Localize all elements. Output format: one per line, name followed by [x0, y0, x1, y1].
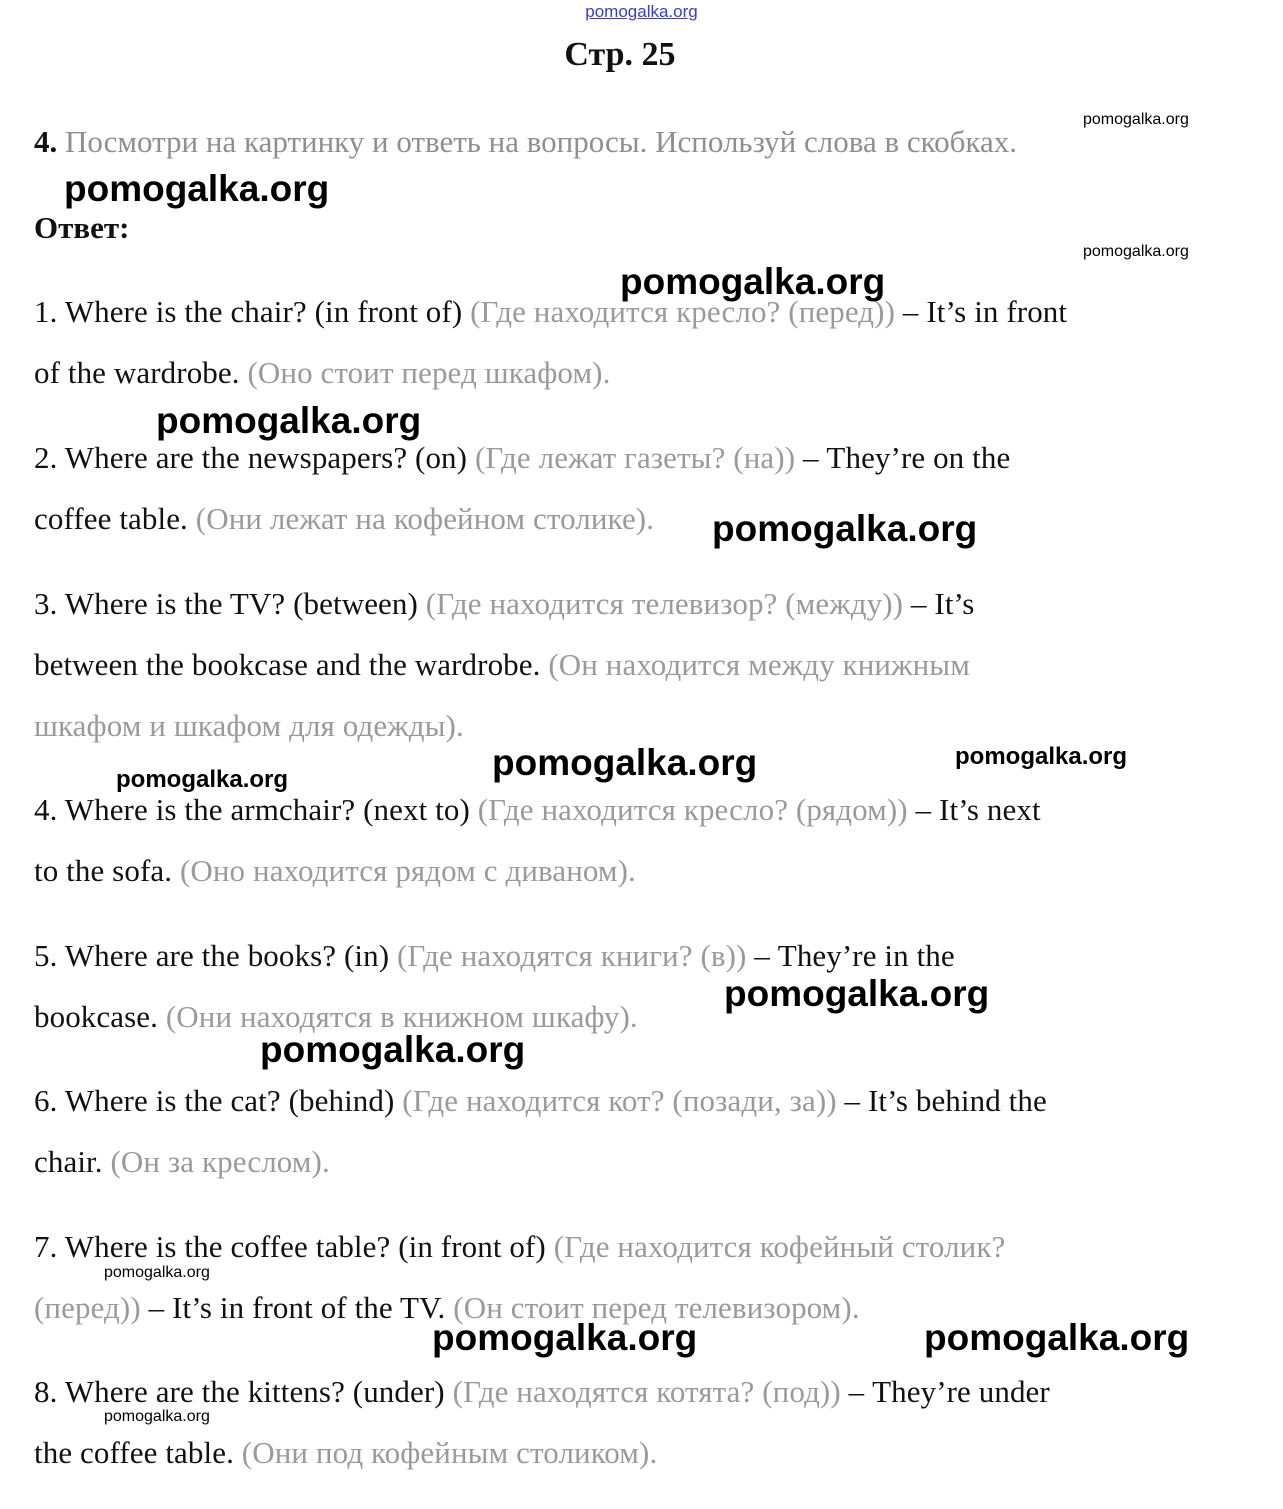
watermark: pomogalka.org	[64, 168, 330, 209]
answer-8-answer-translation: (Они под кофейным столиком).	[241, 1435, 658, 1470]
answer-6-line-1	[34, 1083, 1047, 1119]
answer-1-translation: (Где находится кресло? (перед))	[470, 294, 896, 329]
answer-8-answer-cont: the coffee table.	[34, 1435, 234, 1470]
answer-5-translation: (Где находятся книги? (в))	[397, 938, 747, 973]
answer-3-answer-translation: (Он находится между книжным	[548, 647, 970, 682]
answer-3-line-1	[34, 586, 974, 622]
watermark: pomogalka.org	[260, 1029, 526, 1070]
answer-7-answer: – It’s in front of the TV.	[148, 1290, 446, 1325]
answer-3-answer-translation-cont: шкафом и шкафом для одежды).	[34, 708, 464, 743]
answer-7-translation: (Где находится кофейный столик?	[553, 1229, 1006, 1264]
answer-5-line-1	[34, 938, 955, 974]
answer-1-answer-cont: of the wardrobe.	[34, 355, 240, 390]
answer-3-translation: (Где находится телевизор? (между))	[425, 586, 904, 621]
answer-3-line-3	[34, 708, 464, 744]
answer-5-question: 5. Where are the books? (in)	[34, 938, 390, 973]
answer-1-answer-translation: (Оно стоит перед шкафом).	[247, 355, 611, 390]
answer-2-line-1	[34, 440, 1010, 476]
answer-4-line-2	[34, 853, 636, 889]
answer-4-translation: (Где находится кресло? (рядом))	[477, 792, 908, 827]
answer-3-answer-cont: between the bookcase and the wardrobe.	[34, 647, 541, 682]
answer-3-question: 3. Where is the TV? (between)	[34, 586, 418, 621]
answer-8-line-2	[34, 1435, 657, 1471]
answer-2-answer-translation: (Они лежат на кофейном столике).	[195, 501, 655, 536]
answer-5-answer: – They’re in the	[754, 938, 955, 973]
task-instruction	[34, 124, 1017, 160]
answer-8-answer: – They’re under	[848, 1374, 1050, 1409]
answer-1-answer: – It’s in front	[902, 294, 1068, 329]
answer-2-line-2	[34, 501, 654, 537]
page-title: Стр. 25	[564, 36, 676, 73]
answer-8-translation: (Где находятся котята? (под))	[452, 1374, 841, 1409]
answer-label: Ответ:	[34, 210, 130, 245]
answer-2-translation: (Где лежат газеты? (на))	[474, 440, 796, 475]
answer-4-answer-cont: to the sofa.	[34, 853, 173, 888]
answer-4-answer: – It’s next	[915, 792, 1041, 827]
answer-3-line-2	[34, 647, 970, 683]
watermark: pomogalka.org	[620, 261, 886, 302]
answer-7-question: 7. Where is the coffee table? (in front of)	[34, 1229, 546, 1264]
watermark: pomogalka.org	[1083, 111, 1189, 128]
answer-1-line-1	[34, 294, 1067, 330]
answer-4-answer-translation: (Оно находится рядом с диваном).	[179, 853, 636, 888]
answer-8-line-1	[34, 1374, 1050, 1410]
answer-4-line-1	[34, 792, 1041, 828]
answer-2-answer-cont: coffee table.	[34, 501, 188, 536]
answer-6-line-2	[34, 1144, 330, 1180]
site-link[interactable]: pomogalka.org	[585, 2, 698, 21]
watermark: pomogalka.org	[955, 743, 1128, 770]
answer-8-question: 8. Where are the kittens? (under)	[34, 1374, 445, 1409]
answer-5-answer-cont: bookcase.	[34, 999, 158, 1034]
watermark: pomogalka.org	[432, 1317, 698, 1358]
watermark: pomogalka.org	[104, 1264, 210, 1281]
answer-2-answer: – They’re on the	[802, 440, 1011, 475]
answer-4-question: 4. Where is the armchair? (next to)	[34, 792, 470, 827]
watermark: pomogalka.org	[1083, 243, 1189, 260]
answer-5-answer-translation: (Они находятся в книжном шкафу).	[165, 999, 638, 1034]
answer-6-answer-translation: (Он за креслом).	[110, 1144, 330, 1179]
answer-3-answer: – It’s	[910, 586, 975, 621]
answer-6-translation: (Где находится кот? (позади, за))	[402, 1083, 837, 1118]
answer-6-answer: – It’s behind the	[844, 1083, 1047, 1118]
watermark: pomogalka.org	[116, 766, 289, 793]
watermark: pomogalka.org	[156, 400, 422, 441]
watermark: pomogalka.org	[104, 1408, 210, 1425]
answer-7-line-1	[34, 1229, 1005, 1265]
watermark: pomogalka.org	[724, 973, 990, 1014]
watermark: pomogalka.org	[712, 508, 978, 549]
answer-1-line-2	[34, 355, 610, 391]
answer-6-question: 6. Where is the cat? (behind)	[34, 1083, 395, 1118]
watermark: pomogalka.org	[492, 742, 758, 783]
answer-1-question: 1. Where is the chair? (in front of)	[34, 294, 463, 329]
answer-7-answer-translation: (Он стоит перед телевизором).	[453, 1290, 860, 1325]
answer-2-question: 2. Where are the newspapers? (on)	[34, 440, 468, 475]
answer-6-answer-cont: chair.	[34, 1144, 103, 1179]
watermark: pomogalka.org	[924, 1317, 1190, 1358]
task-text: Посмотри на картинку и ответь на вопросы. Используй слова в скобках.	[65, 124, 1017, 159]
answer-7-translation-cont: (перед))	[34, 1290, 141, 1325]
task-number: 4.	[34, 124, 58, 159]
